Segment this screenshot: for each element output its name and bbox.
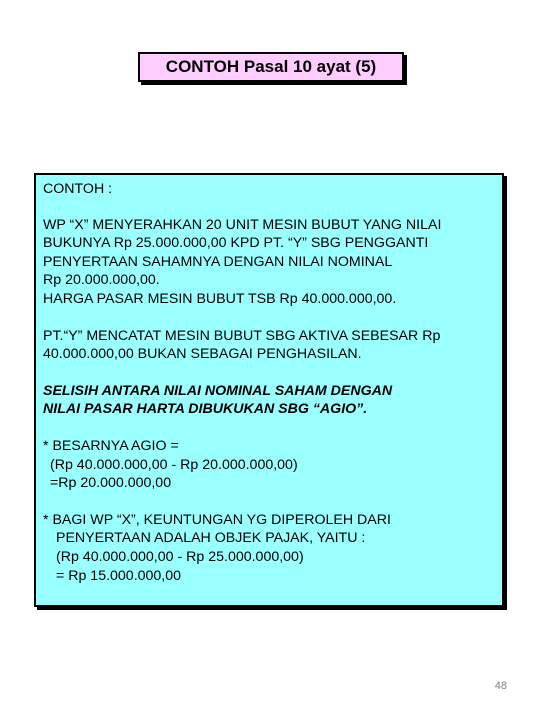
agio-statement-line: SELISIH ANTARA NILAI NOMINAL SAHAM DENGAN	[43, 382, 393, 399]
description-line: WP “X” MENYERAHKAN 20 UNIT MESIN BUBUT YANG NILAI	[43, 216, 442, 233]
slide-title-text: CONTOH Pasal 10 ayat (5)	[165, 57, 377, 76]
page-number: 48	[494, 680, 507, 692]
recording-description	[43, 327, 496, 364]
gain-calc-line: (Rp 40.000.000,00 - Rp 25.000.000,00)	[56, 548, 304, 565]
gain-calculation	[43, 511, 496, 585]
description-line: HARGA PASAR MESIN BUBUT TSB Rp 40.000.000,00.	[43, 290, 397, 307]
gain-calc-line: * BAGI WP “X”, KEUNTUNGAN YG DIPEROLEH DARI	[43, 511, 391, 528]
example-content-box	[34, 173, 504, 607]
agio-calc-line: * BESARNYA AGIO =	[43, 437, 179, 454]
gain-calc-line: PENYERTAAN ADALAH OBJEK PAJAK, YAITU :	[56, 530, 366, 547]
agio-statement-line: NILAI PASAR HARTA DIBUKUKAN SBG “AGIO”.	[43, 401, 368, 418]
agio-statement	[43, 382, 496, 419]
content-heading: CONTOH :	[43, 181, 113, 197]
description-line: Rp 20.000.000,00.	[43, 272, 160, 289]
slide-title	[138, 52, 404, 82]
description-line: PENYERTAAN SAHAMNYA DENGAN NILAI NOMINAL	[43, 253, 393, 270]
agio-calc-line: (Rp 40.000.000,00 - Rp 20.000.000,00)	[50, 456, 298, 473]
agio-calc-line: =Rp 20.000.000,00	[50, 475, 172, 492]
gain-calc-line: = Rp 15.000.000,00	[56, 567, 182, 584]
recording-line: 40.000.000,00 BUKAN SEBAGAI PENGHASILAN.	[43, 346, 362, 363]
transaction-description	[43, 216, 496, 309]
recording-line: PT.“Y” MENCATAT MESIN BUBUT SBG AKTIVA SEBESAR Rp	[43, 327, 441, 344]
description-line: BUKUNYA Rp 25.000.000,00 KPD PT. “Y” SBG PENGGANTI	[43, 235, 429, 252]
agio-calculation	[43, 437, 496, 493]
